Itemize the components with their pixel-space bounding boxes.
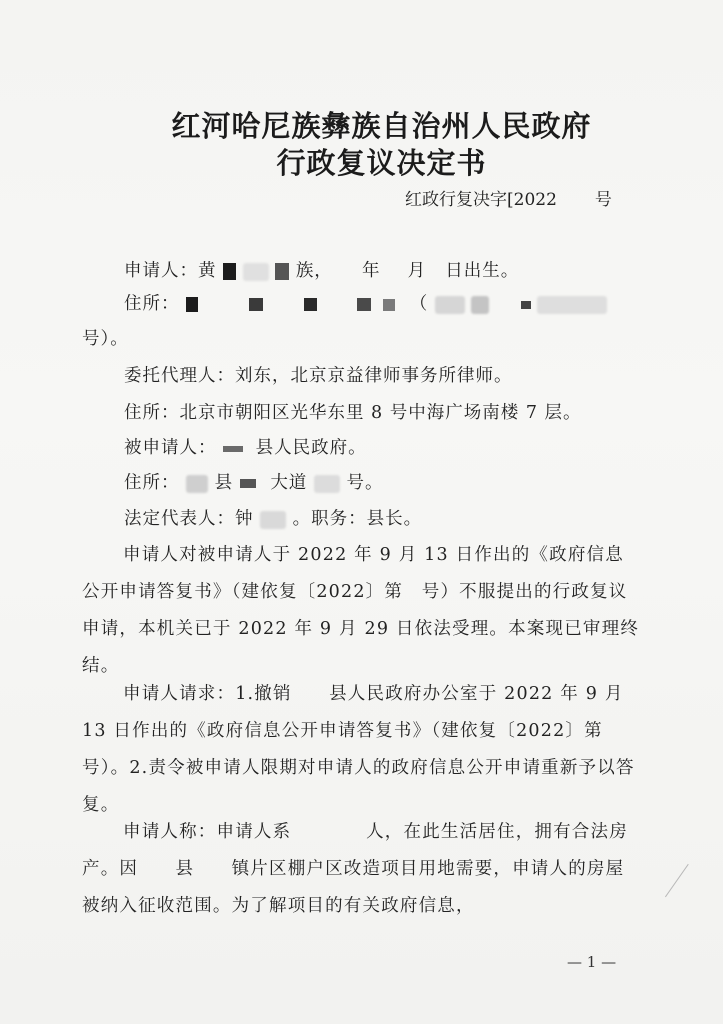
redaction-block [223, 263, 236, 280]
redaction-block [383, 299, 395, 311]
redaction-blur [537, 296, 607, 314]
redaction-block [223, 446, 243, 452]
redaction-blur [471, 296, 489, 314]
legal-representative-line: 法定代表人：钟 。职务：县长。 [124, 509, 423, 529]
document-title-line2: 行政复议决定书 [276, 146, 487, 180]
document-title-line1: 红河哈尼族彝族自治州人民政府 [171, 109, 592, 143]
agent-line: 委托代理人：刘东，北京京益律师事务所律师。 [124, 366, 513, 386]
redaction-block [275, 263, 289, 280]
redaction-block [249, 298, 263, 311]
redaction-blur [314, 475, 340, 493]
redaction-block [521, 301, 531, 309]
page-number: — 1 — [567, 953, 617, 971]
paragraph-requests: 申请人请求：1.撤销 县人民政府办公室于 2022 年 9 月 13 日作出的《政府信息公开申请答复书》（建依复〔2022〕第 号）。2.责令被申请人限期对申请人的政府信息公开申请重新予以答复。 [82, 684, 635, 815]
redaction-block [304, 298, 317, 311]
redaction-block [240, 479, 256, 488]
paper-mark [665, 864, 710, 912]
document-number [405, 185, 612, 210]
redaction-block [357, 298, 371, 311]
respondent-line: 被申请人： 县人民政府。 [124, 438, 367, 458]
redaction-blur [260, 511, 286, 529]
address-label: 住所： [124, 294, 180, 314]
document-number-prefix: 红政行复决字[2022 [405, 190, 557, 210]
redaction-blur [435, 296, 465, 314]
applicant-address-line: 住所： （ [124, 290, 607, 315]
address-end: 号）。 [82, 329, 129, 349]
applicant-line: 申请人：黄 族， 年 月 日出生。 [124, 261, 520, 281]
respondent-address-line: 住所： 县 大道 号。 [124, 473, 384, 493]
applicant-label: 申请人：黄 [124, 261, 217, 281]
redaction-blur [186, 475, 208, 493]
redaction-blur [243, 263, 269, 281]
paragraph-applicant-claims: 申请人称：申请人系 人，在此生活居住，拥有合法房产。因 县 镇片区棚户区改造项目用地需要，申请人的房屋被纳入征收范围。为了解项目的有关政府信息， [82, 822, 628, 916]
agent-address-line: 住所：北京市朝阳区光华东里 8 号中海广场南楼 7 层。 [124, 403, 582, 423]
paragraph-acceptance: 申请人对被申请人于 2022 年 9 月 13 日作出的《政府信息公开申请答复书》（建依复〔2022〕第 号）不服提出的行政复议申请，本机关已于 2022 年 9 月 29 日依法受理。本案现已审理终结。 [82, 545, 640, 676]
document-number-suffix: 号 [594, 190, 612, 210]
redaction-block [186, 297, 198, 312]
